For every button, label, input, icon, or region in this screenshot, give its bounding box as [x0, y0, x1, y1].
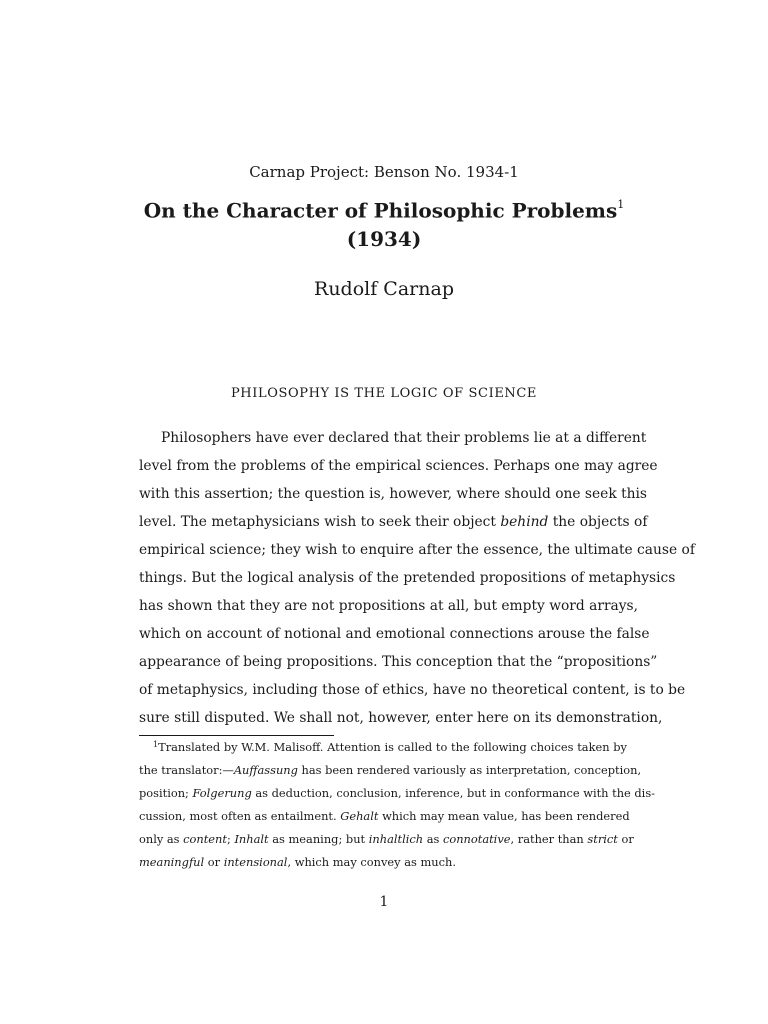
body-line: which on account of notional and emotional connections arouse the false: [139, 626, 650, 642]
section-heading: PHILOSOPHY IS THE LOGIC OF SCIENCE: [230, 386, 538, 401]
footnote-text-segment: which may mean value, has been rendered: [382, 809, 630, 823]
footnote-mark: 1: [153, 740, 159, 749]
footnote-text-segment: ;: [226, 832, 231, 846]
body-line: of metaphysics, including those of ethics, have no theoretical content, is to be: [139, 682, 686, 698]
footnote-line: [139, 759, 642, 782]
body-line: empirical science; they wish to enquire after the essence, the ultimate cause of: [139, 542, 695, 558]
emphasis-text: strict: [587, 832, 618, 846]
body-text-segment: the objects of: [552, 514, 648, 530]
body-line: Philosophers have ever declared that their problems lie at a different: [161, 430, 647, 446]
emphasis-text: intensional: [223, 855, 288, 869]
footnote-line: [139, 828, 634, 851]
body-line: sure still disputed. We shall not, however, enter here on its demonstration,: [139, 710, 663, 726]
emphasis-text: meaningful: [139, 855, 205, 869]
footnote-text-segment: , rather than: [510, 832, 584, 846]
footnote-text-segment: as deduction, conclusion, inference, but in conformance with the dis-: [255, 786, 656, 800]
emphasis-text: content: [183, 832, 227, 846]
footnote-text-segment: or: [207, 855, 221, 869]
footnote-line: [139, 782, 656, 805]
footnote: [139, 736, 656, 874]
footnote-text-segment: position;: [139, 786, 189, 800]
footnote-text-segment: , which may convey as much.: [287, 855, 456, 869]
footnote-text-segment: or: [621, 832, 634, 846]
emphasis-text: inhaltlich: [368, 832, 424, 846]
title-line-1: [0, 193, 768, 225]
author-name: Rudolf Carnap: [314, 278, 454, 300]
body-line: [139, 508, 648, 536]
footnote-text-segment: as: [426, 832, 440, 846]
body-line: things. But the logical analysis of the pretended propositions of metaphysics: [139, 570, 676, 586]
emphasis-text: behind: [500, 514, 549, 530]
body-line: has shown that they are not propositions at all, but empty word arrays,: [139, 598, 639, 614]
title-footnote-mark: 1: [617, 198, 625, 211]
emphasis-text: Inhalt: [234, 832, 269, 846]
page-number: 1: [379, 894, 389, 910]
body-text-segment: level. The metaphysicians wish to seek their object: [139, 514, 496, 530]
footnote-line: [139, 805, 630, 828]
footnote-text-segment: as meaning; but: [272, 832, 366, 846]
project-reference: Carnap Project: Benson No. 1934-1: [249, 163, 519, 181]
footnote-text-segment: has been rendered variously as interpretation, conception,: [301, 763, 642, 777]
body-line: with this assertion; the question is, however, where should one seek this: [139, 486, 648, 502]
emphasis-text: Gehalt: [340, 809, 379, 823]
body-paragraph: [139, 424, 695, 732]
title-year: (1934): [346, 226, 422, 251]
footnote-text-segment: the translator:—: [139, 763, 234, 777]
footnote-text-segment: only as: [139, 832, 180, 846]
body-line: level from the problems of the empirical sciences. Perhaps one may agree: [139, 458, 658, 474]
footnote-text-segment: cussion, most often as entailment.: [139, 809, 337, 823]
footnote-text-segment: Translated by W.M. Malisoff. Attention is called to the following choices taken by: [158, 740, 627, 754]
emphasis-text: Auffassung: [233, 763, 298, 777]
title-main-text: On the Character of Philosophic Problems: [143, 198, 618, 223]
emphasis-text: connotative: [442, 832, 511, 846]
emphasis-text: Folgerung: [192, 786, 252, 800]
footnote-line: [139, 851, 627, 874]
paper-title: [0, 193, 768, 253]
body-line: appearance of being propositions. This conception that the “propositions”: [139, 654, 658, 670]
footnote-line: [139, 736, 627, 759]
